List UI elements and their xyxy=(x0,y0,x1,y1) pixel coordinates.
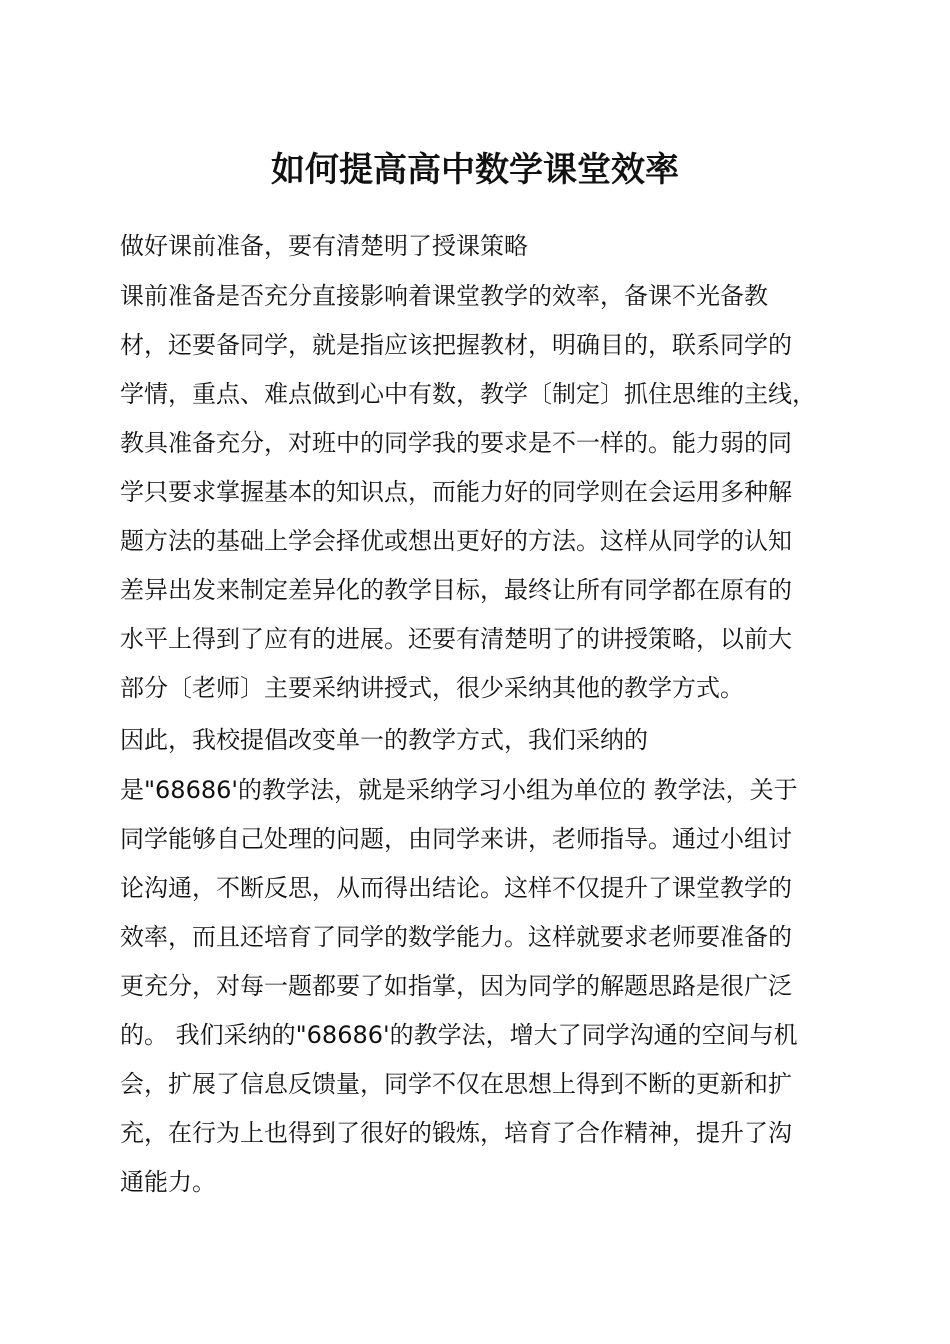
body-line: 教具准备充分，对班中的同学我的要求是不一样的。能力弱的同 xyxy=(120,429,792,457)
body-line: 差异出发来制定差异化的教学目标，最终让所有同学都在原有的 xyxy=(120,576,792,604)
body-line: 部分〔老师〕主要采纳讲授式，很少采纳其他的教学方式。 xyxy=(120,674,744,702)
body-line: 学只要求掌握基本的知识点，而能力好的同学则在会运用多种解 xyxy=(120,478,792,506)
section-heading: 做好课前准备，要有清楚明了授课策略 xyxy=(120,232,528,260)
body-line: 材，还要备同学，就是指应该把握教材，明确目的，联系同学的 xyxy=(120,331,792,359)
body-line: 效率，而且还培育了同学的数学能力。这样就要求老师要准备的 xyxy=(120,923,792,951)
body-line: 通能力。 xyxy=(120,1168,216,1196)
body-line: 课前准备是否充分直接影响着课堂教学的效率，备课不光备教 xyxy=(120,282,768,310)
body-line: 同学能够自己处理的问题，由同学来讲，老师指导。通过小组讨 xyxy=(120,825,792,853)
body-line: 题方法的基础上学会择优或想出更好的方法。这样从同学的认知 xyxy=(120,527,792,555)
body-line: 水平上得到了应有的进展。还要有清楚明了的讲授策略，以前大 xyxy=(120,625,792,653)
document-title: 如何提高高中数学课堂效率 xyxy=(271,150,679,190)
body-line: 因此，我校提倡改变单一的教学方式，我们采纳的 xyxy=(120,726,648,754)
body-line: 会，扩展了信息反馈量，同学不仅在思想上得到不断的更新和扩 xyxy=(120,1070,792,1098)
body-line: 充，在行为上也得到了很好的锻炼，培育了合作精神，提升了沟 xyxy=(120,1119,792,1147)
body-line: 的。 我们采纳的"68686'的教学法，增大了同学沟通的空间与机 xyxy=(120,1021,798,1049)
body-line: 是"68686'的教学法，就是采纳学习小组为单位的 教学法，关于 xyxy=(120,776,798,804)
body-line: 更充分，对每一题都要了如指掌，因为同学的解题思路是很广泛 xyxy=(120,972,792,1000)
body-line: 学情，重点、难点做到心中有数，教学〔制定〕抓住思维的主线， xyxy=(120,380,816,408)
body-line: 论沟通，不断反思，从而得出结论。这样不仅提升了课堂教学的 xyxy=(120,874,792,902)
